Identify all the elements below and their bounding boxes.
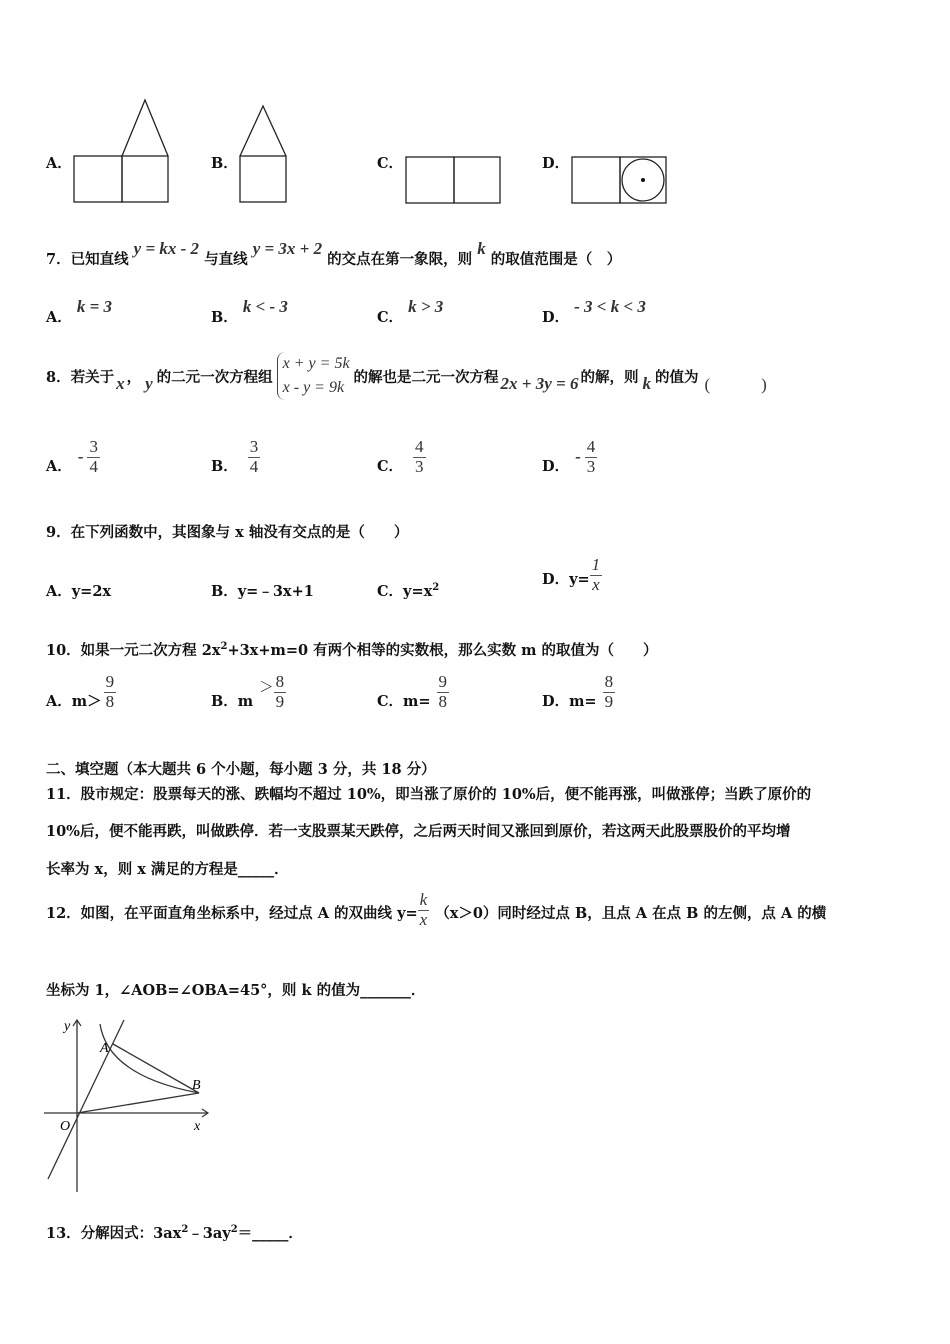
- q7-suffix1: 的交点在第一象限，则: [327, 251, 473, 268]
- q9-option-a: A．y=2x: [46, 583, 112, 600]
- q7-option-a-math: k = 3: [76, 297, 113, 316]
- figure-origin-label: O: [60, 1119, 71, 1134]
- q8-text2: 的解也是二元一次方程: [353, 368, 499, 386]
- figure-y-label: y: [64, 1019, 71, 1034]
- q7-option-c: C． k > 3: [377, 297, 444, 326]
- q9-option-d: D．y= $\frac{1}{x}$: [542, 555, 601, 594]
- q8-equation-3: 2x + 3y = 6: [500, 374, 579, 393]
- q6-option-a-label: A．: [46, 155, 72, 172]
- q6-option-b-label: B．: [211, 155, 238, 172]
- q10-option-b-fraction: $\frac{8}{9}$: [275, 672, 285, 711]
- q8-x-variable: x: [116, 374, 125, 393]
- q7-option-b-math: k < - 3: [242, 297, 288, 316]
- figure-point-a-label: A: [100, 1041, 109, 1056]
- q8-option-b-fraction: $\frac{3}{4}$: [249, 437, 259, 476]
- q8-text3: 的解，则: [580, 368, 639, 386]
- question-8: [46, 352, 767, 400]
- q8-equation-system: [277, 352, 350, 400]
- q8-y-variable: y: [145, 374, 153, 393]
- q7-prefix: 7．已知直线: [46, 251, 129, 268]
- q7-option-d-math: - 3 < k < 3: [574, 297, 646, 316]
- figure-point-b-label: B: [192, 1078, 201, 1093]
- q8-k-variable: k: [642, 374, 651, 393]
- q7-k-variable: k: [477, 239, 486, 258]
- q8-text4: 的值为: [654, 368, 699, 386]
- q8-option-b: B． $\frac{3}{4}$: [211, 437, 259, 476]
- q7-option-d: D． - 3 < k < 3: [542, 297, 646, 326]
- q10-option-d-fraction: $\frac{8}{9}$: [604, 672, 614, 711]
- q6-option-d-figure: [568, 152, 672, 208]
- q8-text1: 的二元一次方程组: [156, 368, 273, 386]
- question-7: [46, 239, 622, 269]
- q8-option-d-fraction: $\frac{4}{3}$: [586, 437, 596, 476]
- q10-option-a-fraction: $\frac{9}{8}$: [105, 672, 115, 711]
- question-12-line-1: 12．如图，在平面直角坐标系中，经过点 A 的双曲线 y= $\frac{k}{x}$ （x＞0）同时经过点 B，且点 A 在点 B 的左侧，点 A 的横: [46, 890, 827, 929]
- q6-option-c-figure: [402, 152, 506, 208]
- coordinate-figure: [40, 1014, 215, 1196]
- q8-option-a-fraction: $\frac{3}{4}$: [89, 437, 98, 476]
- q7-option-a: A． k = 3: [46, 297, 113, 326]
- q10-option-b-relation: ＞: [259, 679, 274, 696]
- q9-option-c: C．$y=x^2$: [377, 582, 440, 600]
- question-11-line-2: 10%后，便不能再跌，叫做跌停．若一支股票某天跌停，之后两天时间又涨回到原价，若这两天此股票股价的平均增: [46, 823, 791, 840]
- q10-option-a: A．m＞ $\frac{9}{8}$: [46, 672, 115, 711]
- question-11-line-1: 11．股市规定：股票每天的涨、跌幅均不超过 10%，即当涨了原价的 10%后，便不能再涨，叫做涨停；当跌了原价的: [46, 786, 812, 803]
- q8-option-a: A． - $\frac{3}{4}$: [46, 437, 98, 476]
- question-10: 10．如果一元二次方程 $2x^2+3x+m=0$ 有两个相等的实数根，那么实数 m 的取值为（ ）: [46, 641, 658, 659]
- question-9: 9．在下列函数中，其图象与 x 轴没有交点的是（ ）: [46, 524, 409, 541]
- q7-suffix2: 的取值范围是（ ）: [490, 251, 622, 268]
- q8-option-c: C． $\frac{4}{3}$: [377, 437, 424, 476]
- question-13: 13．分解因式：$3ax^2﹣3ay^2=\_\_\_\_\_$．: [46, 1224, 303, 1242]
- q7-option-c-math: k > 3: [408, 297, 444, 316]
- question-12-line-2: 坐标为 1，∠AOB=∠OBA=45°，则 k 的值为_______．: [46, 982, 426, 999]
- q7-option-b: B． k < - 3: [211, 297, 288, 326]
- q7-line2-equation: y = 3x + 2: [252, 239, 323, 258]
- q8-prefix: 8．若关于: [46, 368, 115, 386]
- q12-fraction: $\frac{k}{x}$: [419, 890, 428, 929]
- q10-option-c: C．m= $\frac{9}{8}$: [377, 672, 448, 711]
- q10-option-d: D．m= $\frac{8}{9}$: [542, 672, 614, 711]
- q6-option-c-label: C．: [377, 155, 404, 172]
- question-11-line-3: 长率为 x，则 x 满足的方程是_____．: [46, 861, 289, 878]
- q9-option-b: B．y=﹣3x+1: [211, 583, 314, 600]
- q8-option-c-fraction: $\frac{4}{3}$: [415, 437, 424, 476]
- q6-option-a-figure: [70, 96, 175, 208]
- q6-option-d-label: D．: [542, 155, 570, 172]
- figure-x-label: x: [194, 1119, 201, 1134]
- q8-equation-1: x + y = 5k: [282, 355, 350, 372]
- q8-comma: ，: [126, 368, 142, 386]
- q10-option-b: B．m ＞ $\frac{8}{9}$: [211, 672, 285, 711]
- section-2-heading: 二、填空题（本大题共 6 个小题，每小题 3 分，共 18 分）: [46, 761, 436, 778]
- q6-option-b-figure: [236, 102, 292, 208]
- q8-option-d: D． - $\frac{4}{3}$: [542, 437, 596, 476]
- q9-option-d-fraction: $\frac{1}{x}$: [591, 555, 601, 594]
- q8-answer-paren: ( ): [704, 374, 767, 394]
- q7-line1-equation: y = kx - 2: [133, 239, 200, 258]
- q7-mid-text: 与直线: [204, 251, 248, 268]
- q8-equation-2: x - y = 9k: [282, 379, 345, 396]
- q10-option-c-fraction: $\frac{9}{8}$: [438, 672, 448, 711]
